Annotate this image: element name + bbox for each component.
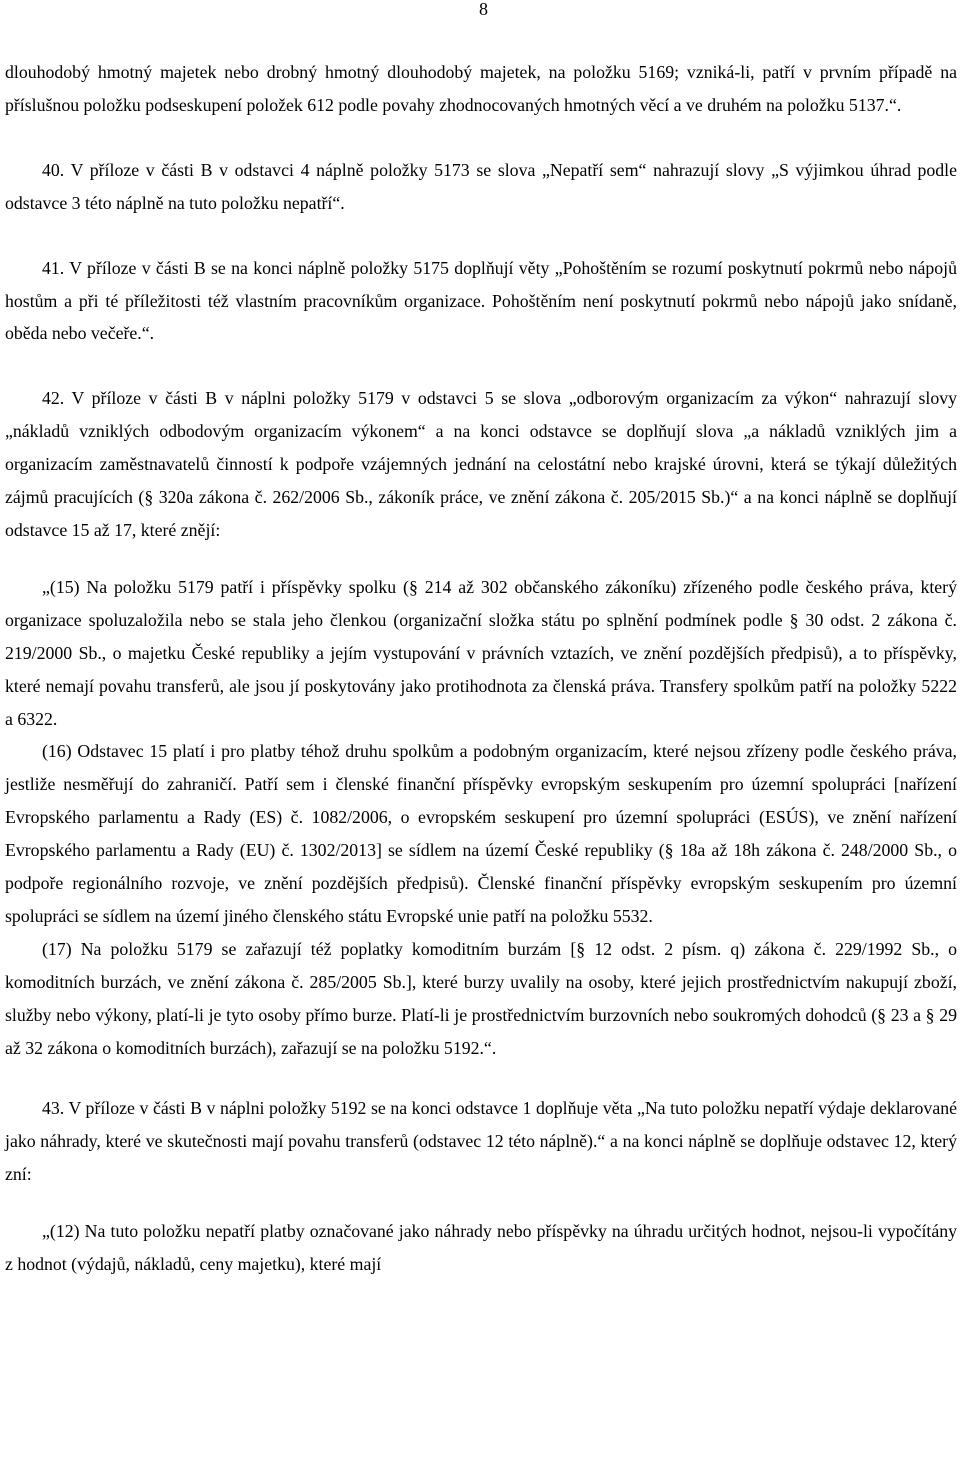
paragraph-40: 40. V příloze v části B v odstavci 4 náplně položky 5173 se slova „Nepatří sem“ nahrazují slovy „S výjimkou úhrad podle odstavce 3 této náplně na tuto položku nepatří“. xyxy=(5,159,957,213)
page-number: 8 xyxy=(479,0,488,19)
paragraph-intro: dlouhodobý hmotný majetek nebo drobný hmotný dlouhodobý majetek, na položku 5169; vzniká-li, patří v prvním případě na příslušnou položku podseskupení položek 612 podle povahy zhodnocovaných hmotných věcí a ve druhém na položku 5137.“. xyxy=(5,62,957,115)
paragraph-15: „(15) Na položku 5179 patří i příspěvky spolku (§ 214 až 302 občanského zákoníku) zřízeného podle českého práva, který organizace spoluzaložila nebo se stala jeho členkou (organizační složka státu po splnění podmínek podle § 30 odst. 2 zákona č. 219/2000 Sb., o majetku České republiky a jejím vystupování v právních vztazích, ve znění pozdějších předpisů), a to příspěvky, které nemají povahu transferů, ale jsou jí poskytovány jako protihodnota za členská práva. Transfery spolkům patří na položky 5222 a 6322. xyxy=(5,576,957,729)
paragraph-16: (16) Odstavec 15 platí i pro platby téhož druhu spolkům a podobným organizacím, které nejsou zřízeny podle českého práva, jestliže nesměřují do zahraničí. Patří sem i členské finanční příspěvky evropským seskupením pro územní spolupráci [nařízení Evropského parlamentu a Rady (ES) č. 1082/2006, o evropském seskupení pro územní spolupráci (ESÚS), ve znění nařízení Evropského parlamentu a Rady (EU) č. 1302/2013] se sídlem na území České republiky (§ 18a až 18h zákona č. 248/2000 Sb., o podpoře regionálního rozvoje, ve znění pozdějších předpisů). Členské finanční příspěvky evropským seskupením pro územní spolupráci se sídlem na území jiného členského státu Evropské unie patří na položku 5532. xyxy=(5,741,957,926)
paragraph-12: „(12) Na tuto položku nepatří platby označované jako náhrady nebo příspěvky na úhradu určitých hodnot, nejsou-li vypočítány z hodnot (výdajů, nákladů, ceny majetku), které mají xyxy=(5,1221,957,1275)
paragraph-41: 41. V příloze v části B se na konci náplně položky 5175 doplňují věty „Pohoštěním se rozumí poskytnutí pokrmů nebo nápojů hostům a při té příležitosti též vlastním pracovníkům organizace. Pohoštěním není poskytnutí pokrmů nebo nápojů jako snídaně, oběda nebo večeře.“. xyxy=(5,257,957,344)
paragraph-42: 42. V příloze v části B v náplni položky 5179 v odstavci 5 se slova „odborovým organizacím za výkon“ nahrazují slovy „nákladů vzniklých odbodovým organizacím výkonem“ a na konci odstavce se doplňují slova „a nákladů vzniklých jim a organizacím zaměstnavatelů činností k podpoře vzájemných jednání na celostátní nebo krajské úrovni, která se týkají důležitých zájmů pracujících (§ 320a zákona č. 262/2006 Sb., zákoník práce, ve znění zákona č. 205/2015 Sb.)“ a na konci náplně se doplňují odstavce 15 až 17, které znějí: xyxy=(5,388,957,540)
paragraph-17: (17) Na položku 5179 se zařazují též poplatky komoditním burzám [§ 12 odst. 2 písm. q) zákona č. 229/1992 Sb., o komoditních burzách, ve znění zákona č. 285/2005 Sb.], které burzy uvalily na osoby, které jejich prostřednictvím nakupují zboží, služby nebo výkony, platí-li je tyto osoby přímo burze. Platí-li je prostřednictvím burzovních nebo soukromých dohodců (§ 23 a § 29 až 32 zákona o komoditních burzách), zařazují se na položku 5192.“. xyxy=(5,938,957,1058)
paragraph-43: 43. V příloze v části B v náplni položky 5192 se na konci odstavce 1 doplňuje věta „Na tuto položku nepatří výdaje deklarované jako náhrady, které ve skutečnosti mají povahu transferů (odstavec 12 této náplně).“ a na konci náplně se doplňuje odstavec 12, který zní: xyxy=(5,1098,957,1185)
